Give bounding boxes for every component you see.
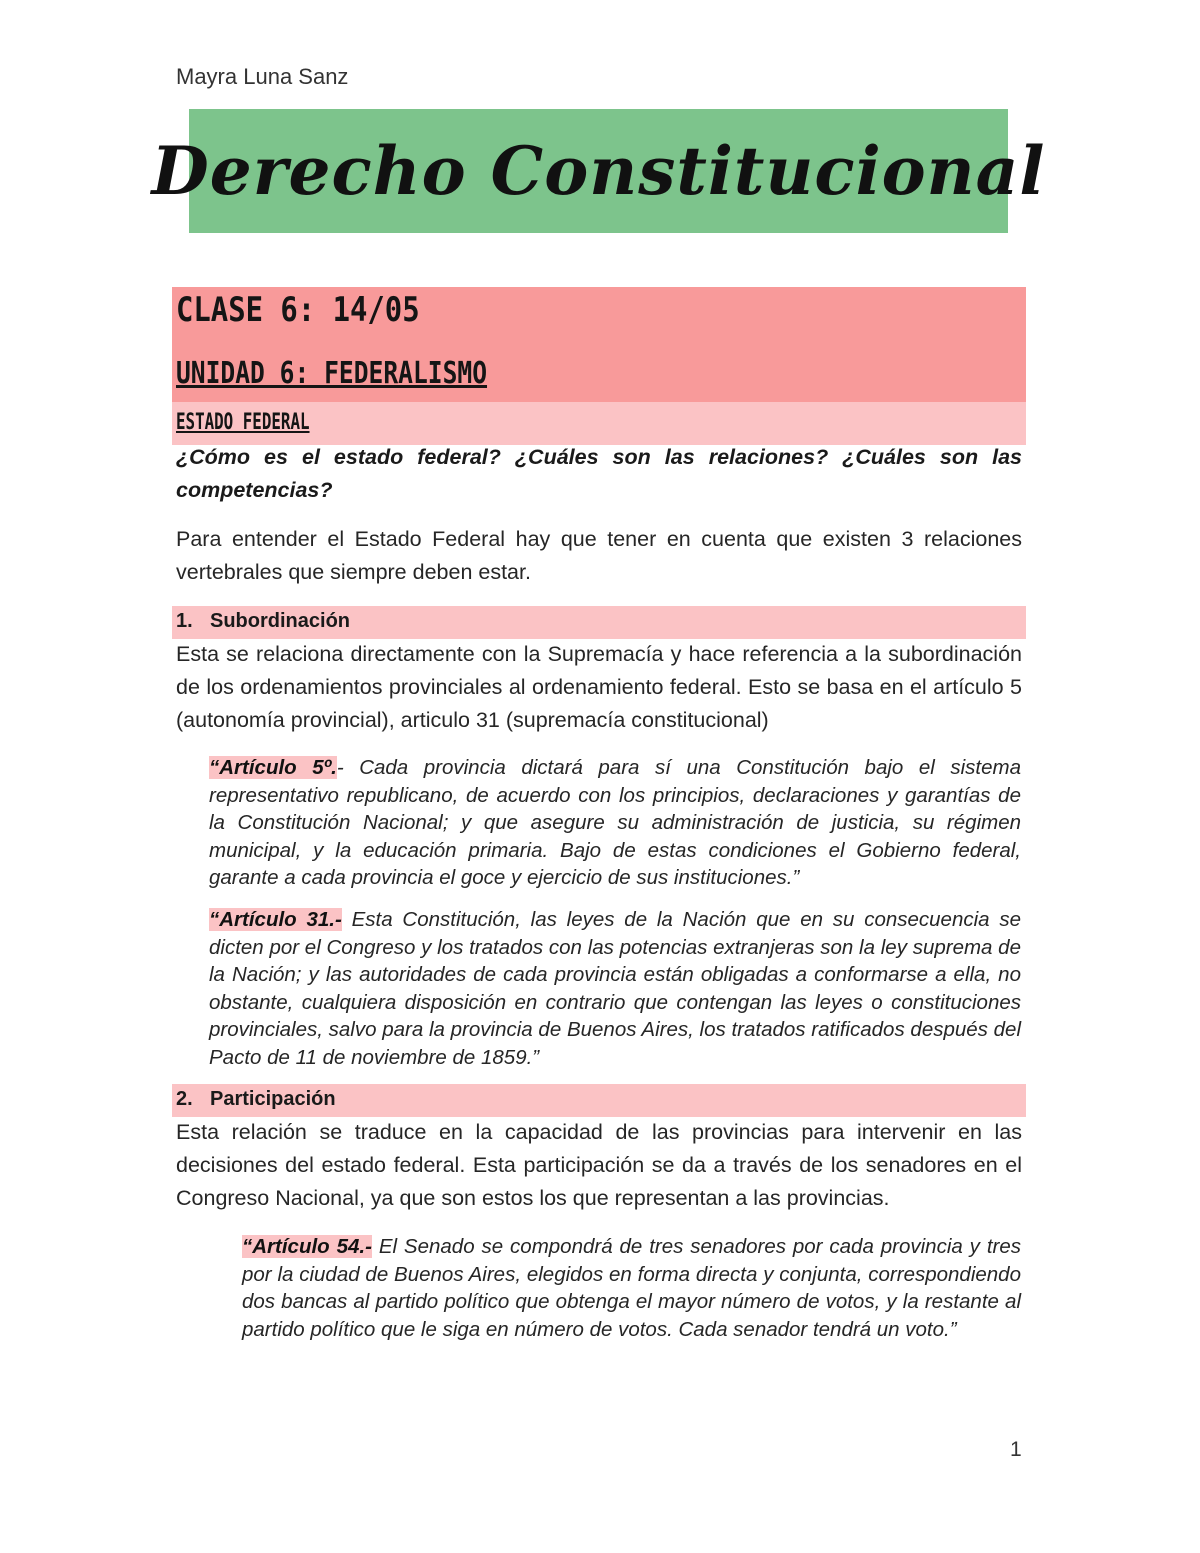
page-number: 1 xyxy=(1010,1438,1022,1461)
intro-paragraph: Para entender el Estado Federal hay que tener en cuenta que existen 3 relaciones vertebrales que siempre deben estar. xyxy=(176,527,1022,584)
subheading: ESTADO FEDERAL xyxy=(176,410,310,435)
guiding-question: ¿Cómo es el estado federal? ¿Cuáles son las relaciones? ¿Cuáles son las competencias? xyxy=(176,445,1022,502)
quote-article-31-body: Esta Constitución, las leyes de la Nación que en su consecuencia se dicten por el Congreso y los tratados con las potencias extranjeras son la ley suprema de la Nación; y las autoridades de cada provincia están obligadas a conformarse a ella, no obstante, cualquiera disposición en contrario que contengan las leyes o constituciones provinciales, salvo para la provincia de Buenos Aires, los tratados ratificados después del Pacto de 11 de noviembre de 1859.” xyxy=(209,908,1021,1069)
quote-article-31-lead: “Artículo 31.- xyxy=(209,908,342,931)
section-1-number: 1. xyxy=(176,610,193,632)
section-1-title: Subordinación xyxy=(210,610,350,632)
title-banner xyxy=(151,109,1046,233)
quote-article-54-lead: “Artículo 54.- xyxy=(242,1235,372,1258)
section-2-heading xyxy=(176,1088,336,1111)
section-2-number: 2. xyxy=(176,1088,193,1110)
quote-article-5 xyxy=(209,754,1021,892)
section-2-body: Esta relación se traduce en la capacidad de las provincias para intervenir en las decisiones del estado federal. Esta participación se da a través de los senadores en el Congreso Nacional, ya que son estos los que representan a las provincias. xyxy=(176,1120,1022,1210)
quote-article-54 xyxy=(242,1233,1021,1343)
unit-heading: UNIDAD 6: FEDERALISMO xyxy=(176,356,488,391)
section-1-body: Esta se relaciona directamente con la Supremacía y hace referencia a la subordinación de los ordenamientos provinciales al ordenamiento federal. Esto se basa en el artículo 5 (autonomía provincial), articulo 31 (supremacía constitucional) xyxy=(176,642,1022,732)
author-name: Mayra Luna Sanz xyxy=(176,64,349,89)
quote-article-5-lead: “Artículo 5º. xyxy=(209,756,337,779)
class-heading: CLASE 6: 14/05 xyxy=(176,290,420,330)
quote-article-5-body: - Cada provincia dictará para sí una Constitución bajo el sistema representativo republicano, de acuerdo con los principios, declaraciones y garantías de la Constitución Nacional; y que asegure su administración de justicia, su régimen municipal, y la educación primaria. Bajo de estas condiciones el Gobierno federal, garante a cada provincia el goce y ejercicio de sus instituciones.” xyxy=(209,756,1021,889)
quote-article-54-body: El Senado se compondrá de tres senadores por cada provincia y tres por la ciudad de Buenos Aires, elegidos en forma directa y conjunta, correspondiendo dos bancas al partido político que obtenga el mayor número de votos, y la restante al partido político que le siga en número de votos. Cada senador tendrá un voto.” xyxy=(242,1235,1021,1341)
document-title: Derecho Constitucional xyxy=(151,132,1046,210)
section-2-title: Participación xyxy=(210,1088,336,1110)
section-1-heading xyxy=(176,610,350,633)
quote-article-31 xyxy=(209,906,1021,1071)
